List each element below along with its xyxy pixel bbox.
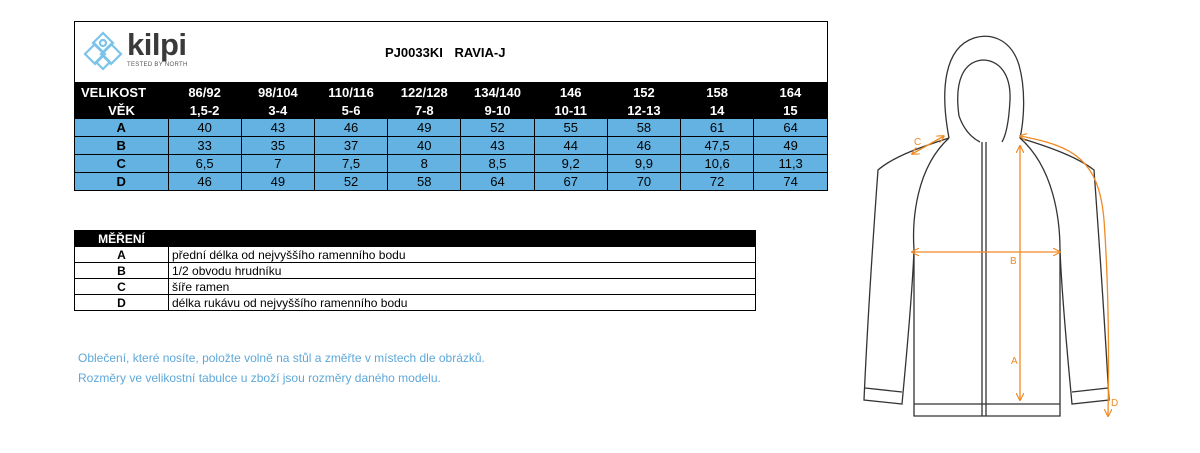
table-row: [75, 155, 827, 173]
row-label: A: [75, 119, 168, 137]
age-header-row-cell: 5-6: [314, 101, 387, 119]
legend-title: MĚŘENÍ: [75, 231, 169, 247]
product-name: RAVIA-J: [454, 45, 506, 60]
table-row: [75, 137, 827, 155]
jacket-measurement-diagram: [854, 20, 1124, 430]
table-cell: 64: [754, 119, 827, 137]
table-cell: 64: [461, 173, 534, 191]
legend-key: C: [75, 279, 169, 295]
legend-row: [75, 279, 756, 295]
table-cell: 11,3: [754, 155, 827, 173]
table-cell: 70: [607, 173, 680, 191]
row-label: D: [75, 173, 168, 191]
age-header-row-label: VĚK: [75, 101, 168, 119]
table-cell: 40: [168, 119, 241, 137]
age-header-row-cell: 14: [681, 101, 754, 119]
size-header-row-cell: 164: [754, 83, 827, 101]
legend-row: [75, 295, 756, 311]
legend-key: B: [75, 263, 169, 279]
table-cell: 46: [607, 137, 680, 155]
legend-key: A: [75, 247, 169, 263]
table-cell: 52: [314, 173, 387, 191]
size-header-row-cell: 122/128: [388, 83, 461, 101]
table-cell: 49: [241, 173, 314, 191]
row-label: B: [75, 137, 168, 155]
legend-key: D: [75, 295, 169, 311]
table-cell: 55: [534, 119, 607, 137]
table-cell: 58: [607, 119, 680, 137]
table-cell: 7: [241, 155, 314, 173]
legend-header-row: [75, 231, 756, 247]
knot-logo-icon: [83, 30, 123, 72]
table-cell: 8,5: [461, 155, 534, 173]
table-cell: 6,5: [168, 155, 241, 173]
table-cell: 43: [461, 137, 534, 155]
brand-logo: [83, 27, 188, 72]
legend-description: 1/2 obvodu hrudníku: [169, 263, 756, 279]
table-cell: 52: [461, 119, 534, 137]
brand-tagline: TESTED BY NORTH: [127, 62, 188, 68]
legend-description: šíře ramen: [169, 279, 756, 295]
table-cell: 9,9: [607, 155, 680, 173]
table-cell: 33: [168, 137, 241, 155]
size-header-row-cell: 158: [681, 83, 754, 101]
table-row: [75, 119, 827, 137]
table-cell: 7,5: [314, 155, 387, 173]
note-line-2: Rozměry ve velikostní tabulce u zboží jsou rozměry daného modelu.: [78, 371, 441, 385]
table-cell: 61: [681, 119, 754, 137]
age-header-row-cell: 1,5-2: [168, 101, 241, 119]
size-header-row-cell: 146: [534, 83, 607, 101]
age-header-row-cell: 15: [754, 101, 827, 119]
legend-row: [75, 263, 756, 279]
measurement-legend: [74, 230, 756, 311]
brand-name: kilpi: [127, 27, 187, 62]
table-cell: 40: [388, 137, 461, 155]
age-header-row-cell: 10-11: [534, 101, 607, 119]
size-header-row-cell: 152: [607, 83, 680, 101]
age-header-row: [75, 101, 827, 119]
label-a: A: [1011, 356, 1018, 367]
age-header-row-cell: 12-13: [607, 101, 680, 119]
table-cell: 10,6: [681, 155, 754, 173]
table-cell: 9,2: [534, 155, 607, 173]
measuring-note: [78, 348, 485, 388]
table-row: [75, 173, 827, 191]
table-cell: 67: [534, 173, 607, 191]
label-b: B: [1010, 256, 1017, 267]
size-header-row-cell: 98/104: [241, 83, 314, 101]
age-header-row-cell: 3-4: [241, 101, 314, 119]
size-chart: [74, 21, 828, 191]
table-cell: 37: [314, 137, 387, 155]
measurement-lines: [912, 136, 1109, 416]
age-header-row-cell: 9-10: [461, 101, 534, 119]
product-code: PJ0033KI: [385, 45, 443, 60]
size-table: [75, 83, 827, 190]
table-cell: 8: [388, 155, 461, 173]
size-header-row-cell: 86/92: [168, 83, 241, 101]
table-cell: 58: [388, 173, 461, 191]
size-header-row-label: VELIKOST: [75, 83, 168, 101]
row-label: C: [75, 155, 168, 173]
brand-header: [75, 22, 827, 83]
table-cell: 35: [241, 137, 314, 155]
legend-row: [75, 247, 756, 263]
product-title: [385, 45, 506, 60]
size-header-row-cell: 134/140: [461, 83, 534, 101]
size-header-row-cell: 110/116: [314, 83, 387, 101]
jacket-outline-icon: [864, 36, 1109, 416]
label-c: C: [914, 137, 922, 148]
table-cell: 49: [388, 119, 461, 137]
age-header-row-cell: 7-8: [388, 101, 461, 119]
size-header-row: [75, 83, 827, 101]
table-cell: 46: [168, 173, 241, 191]
table-cell: 72: [681, 173, 754, 191]
table-cell: 49: [754, 137, 827, 155]
table-cell: 44: [534, 137, 607, 155]
table-cell: 74: [754, 173, 827, 191]
note-line-1: Oblečení, které nosíte, položte volně na stůl a změřte v místech dle obrázků.: [78, 351, 485, 365]
label-d: D: [1111, 398, 1119, 409]
legend-description: přední délka od nejvyššího ramenního bodu: [169, 247, 756, 263]
legend-description: délka rukávu od nejvyššího ramenního bodu: [169, 295, 756, 311]
table-cell: 46: [314, 119, 387, 137]
measurement-labels: [914, 137, 1118, 409]
table-cell: 47,5: [681, 137, 754, 155]
table-cell: 43: [241, 119, 314, 137]
